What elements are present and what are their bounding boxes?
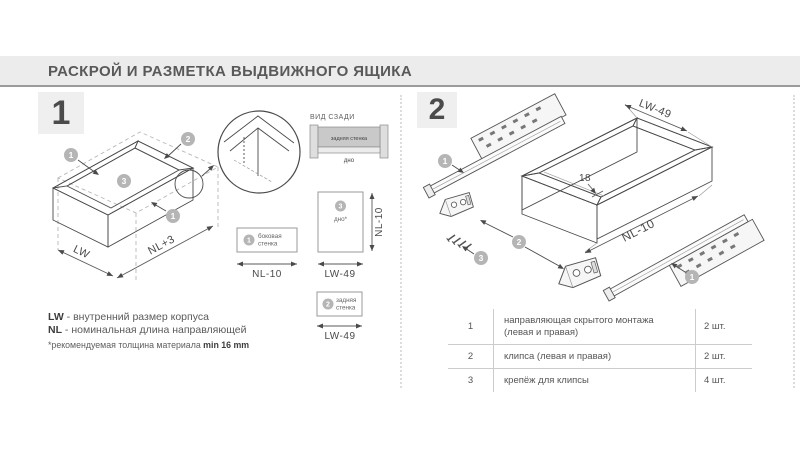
table-cell-desc: крепёж для клипсы (493, 368, 695, 392)
table-cell-num: 3 (448, 368, 493, 392)
drawer-box (522, 118, 712, 243)
panel-number: 1 (247, 237, 251, 245)
dim-nl10-label: NL-10 (619, 216, 658, 245)
dim-lw49-label: LW-49 (637, 97, 674, 122)
detail-circle (218, 111, 300, 193)
rear-view-left-post (310, 125, 318, 158)
table-cell-qty: 2 шт. (695, 309, 752, 344)
dim-lw (58, 243, 113, 276)
rear-view-bottom-label: дно (343, 158, 355, 164)
table-cell-num: 2 (448, 344, 493, 368)
callout-number: 2 (185, 134, 191, 144)
dim-18-label: 18 (578, 173, 592, 184)
panel-label: боковая (258, 233, 282, 240)
callout-number: 3 (478, 253, 484, 263)
parts-table (448, 309, 752, 392)
callout-number: 2 (516, 237, 522, 247)
legend-line-lw (48, 311, 249, 324)
callout-screws (462, 246, 488, 265)
legend-term-nl: NL (48, 323, 62, 336)
panel-label: стенка (336, 304, 356, 312)
section1-badge: 1 (38, 92, 84, 134)
table-cell-qty: 2 шт. (695, 344, 752, 368)
callout-number: 1 (689, 272, 695, 282)
rear-view-title: ВИД СЗАДИ (310, 114, 355, 121)
table-cell-num: 1 (467, 321, 474, 332)
panel-bottom (318, 192, 385, 280)
callout-number: 1 (170, 211, 176, 221)
legend (48, 311, 249, 352)
rear-view-back-wall-label: задняя стенка (330, 136, 368, 142)
edge-divider (793, 95, 795, 388)
footnote-text: *рекомендуемая толщина материала (48, 340, 204, 350)
legend-desc-nl: - номинальная длина направляющей (62, 323, 247, 336)
table-cell-desc: клипса (левая и правая) (493, 344, 695, 368)
corner-marker-circle (175, 170, 203, 198)
dim-lw-label: LW (71, 243, 92, 262)
clip-screws (447, 235, 472, 251)
callout-side-wall-top (64, 148, 99, 175)
callout-bottom-panel (117, 174, 131, 188)
rear-view-right-post (380, 125, 388, 158)
section-divider (400, 95, 402, 388)
callout-rail-left (438, 154, 464, 173)
section2-drawing (414, 94, 765, 321)
panel-back-wall (317, 292, 362, 342)
panel-dim-label: LW-49 (324, 331, 356, 342)
legend-desc-lw: - внутренний размер корпуса (63, 311, 209, 323)
dim-nl3-label: NL+3 (146, 233, 178, 258)
panel-label: задняя (336, 297, 357, 304)
page-title: РАСКРОЙ И РАЗМЕТКА ВЫДВИЖНОГО ЯЩИКА (48, 63, 413, 80)
panel-label: стенка (258, 240, 278, 248)
callout-clips (480, 220, 564, 269)
panel-dim-label: NL-10 (252, 269, 282, 280)
callout-number: 1 (68, 150, 74, 160)
panel-dim-label: NL-10 (374, 207, 385, 237)
footnote-bold: min 16 mm (203, 340, 250, 350)
callout-number: 3 (121, 176, 127, 186)
section1-drawing (53, 111, 388, 342)
callout-number: 1 (442, 156, 448, 166)
callout-side-wall-front (151, 202, 180, 223)
rear-view-bottom-strip (318, 147, 380, 153)
panel-side-wall (237, 228, 297, 280)
legend-line-nl (48, 324, 249, 337)
legend-term-lw: LW (48, 311, 64, 323)
table-cell-qty: 4 шт. (695, 368, 752, 392)
cabinet-outline (58, 132, 218, 283)
detail-arrow (202, 165, 214, 176)
panel-number: 3 (338, 203, 343, 211)
header-bar (0, 56, 800, 87)
panel-label: дно* (333, 216, 348, 223)
table-cell-desc: направляющая скрытого монтажа (левая и правая) (493, 309, 695, 344)
rear-view (310, 114, 388, 164)
panel-number: 2 (326, 301, 330, 309)
panel-dim-label: LW-49 (324, 269, 356, 280)
section2-badge: 2 (417, 92, 457, 128)
clip-left (437, 193, 475, 220)
clip-right (555, 258, 602, 291)
legend-footnote (48, 339, 249, 352)
